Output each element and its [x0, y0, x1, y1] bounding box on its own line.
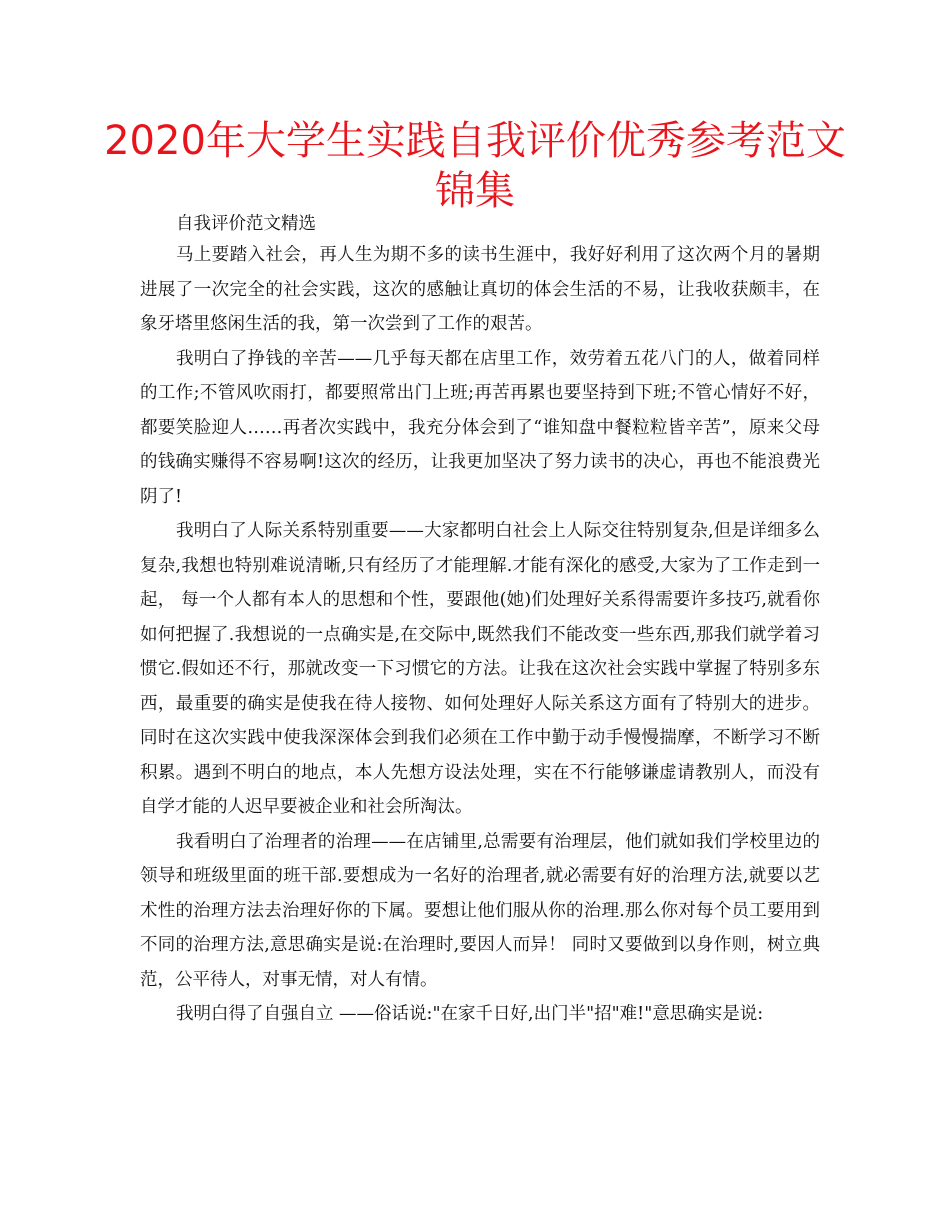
- document-title: 2020年大学生实践自我评价优秀参考范文锦集: [104, 118, 846, 214]
- paragraph-management: 我看明白了治理者的治理——在店铺里,总需要有治理层，他们就如我们学校里边的领导和班级里面的班干部.要想成为一名好的治理者,就必需要有好的治理方法,就要以艺术性的治理方法去治理好你的下属。要想让他们服从你的治理.那么你对每个员工要用到不同的治理方法,意思确实是说:在治理时,要因人而异！ 同时又要做到以身作则，树立典范，公平待人，对事无情，对人有情。: [140, 831, 820, 990]
- paragraph-intro: 马上要踏入社会，再人生为期不多的读书生涯中，我好好利用了这次两个月的暑期进展了一次完全的社会实践，这次的感触让真切的体会生活的不易，让我收获颇丰，在象牙塔里悠闲生活的我，第一次尝到了工作的艰苦。: [140, 245, 820, 334]
- section-subheading: 自我评价范文精选: [176, 214, 316, 234]
- paragraph-earning-money: 我明白了挣钱的辛苦——几乎每天都在店里工作，效劳着五花八门的人，做着同样的工作;不管风吹雨打，都要照常出门上班;再苦再累也要坚持到下班;不管心情好不好，都要笑脸迎人……再者次实践中，我充分体会到了“谁知盘中餐粒粒皆辛苦”，原来父母的钱确实赚得不容易啊!这次的经历，让我更加坚决了努力读书的决心，再也不能浪费光阴了!: [140, 348, 820, 507]
- paragraph-relationships: 我明白了人际关系特别重要——大家都明白社会上人际交往特别复杂,但是详细多么复杂,我想也特别难说清晰,只有经历了才能理解.才能有深化的感受,大家为了工作走到一起， 每一个人都有本人的思想和个性，要跟他(她)们处理好关系得需要许多技巧,就看你如何把握了.我想说的一点确实是,在交际中,既然我们不能改变一些东西,那我们就学着习惯它.假如还不行，那就改变一下习惯它的方法。让我在这次社会实践中掌握了特别多东西，最重要的确实是使我在待人接物、如何处理好人际关系这方面有了特别大的进步。同时在这次实践中使我深深体会到我们必须在工作中勤于动手慢慢揣摩，不断学习不断积累。遇到不明白的地点，本人先想方设法处理，实在不行能够谦虚请教别人，而没有自学才能的人迟早要被企业和社会所淘汰。: [140, 521, 820, 817]
- paragraph-self-reliance: 我明白得了自强自立 ——俗话说:"在家千日好,出门半"招"难!"意思确实是说:: [176, 1004, 764, 1024]
- document-body: [140, 210, 820, 1032]
